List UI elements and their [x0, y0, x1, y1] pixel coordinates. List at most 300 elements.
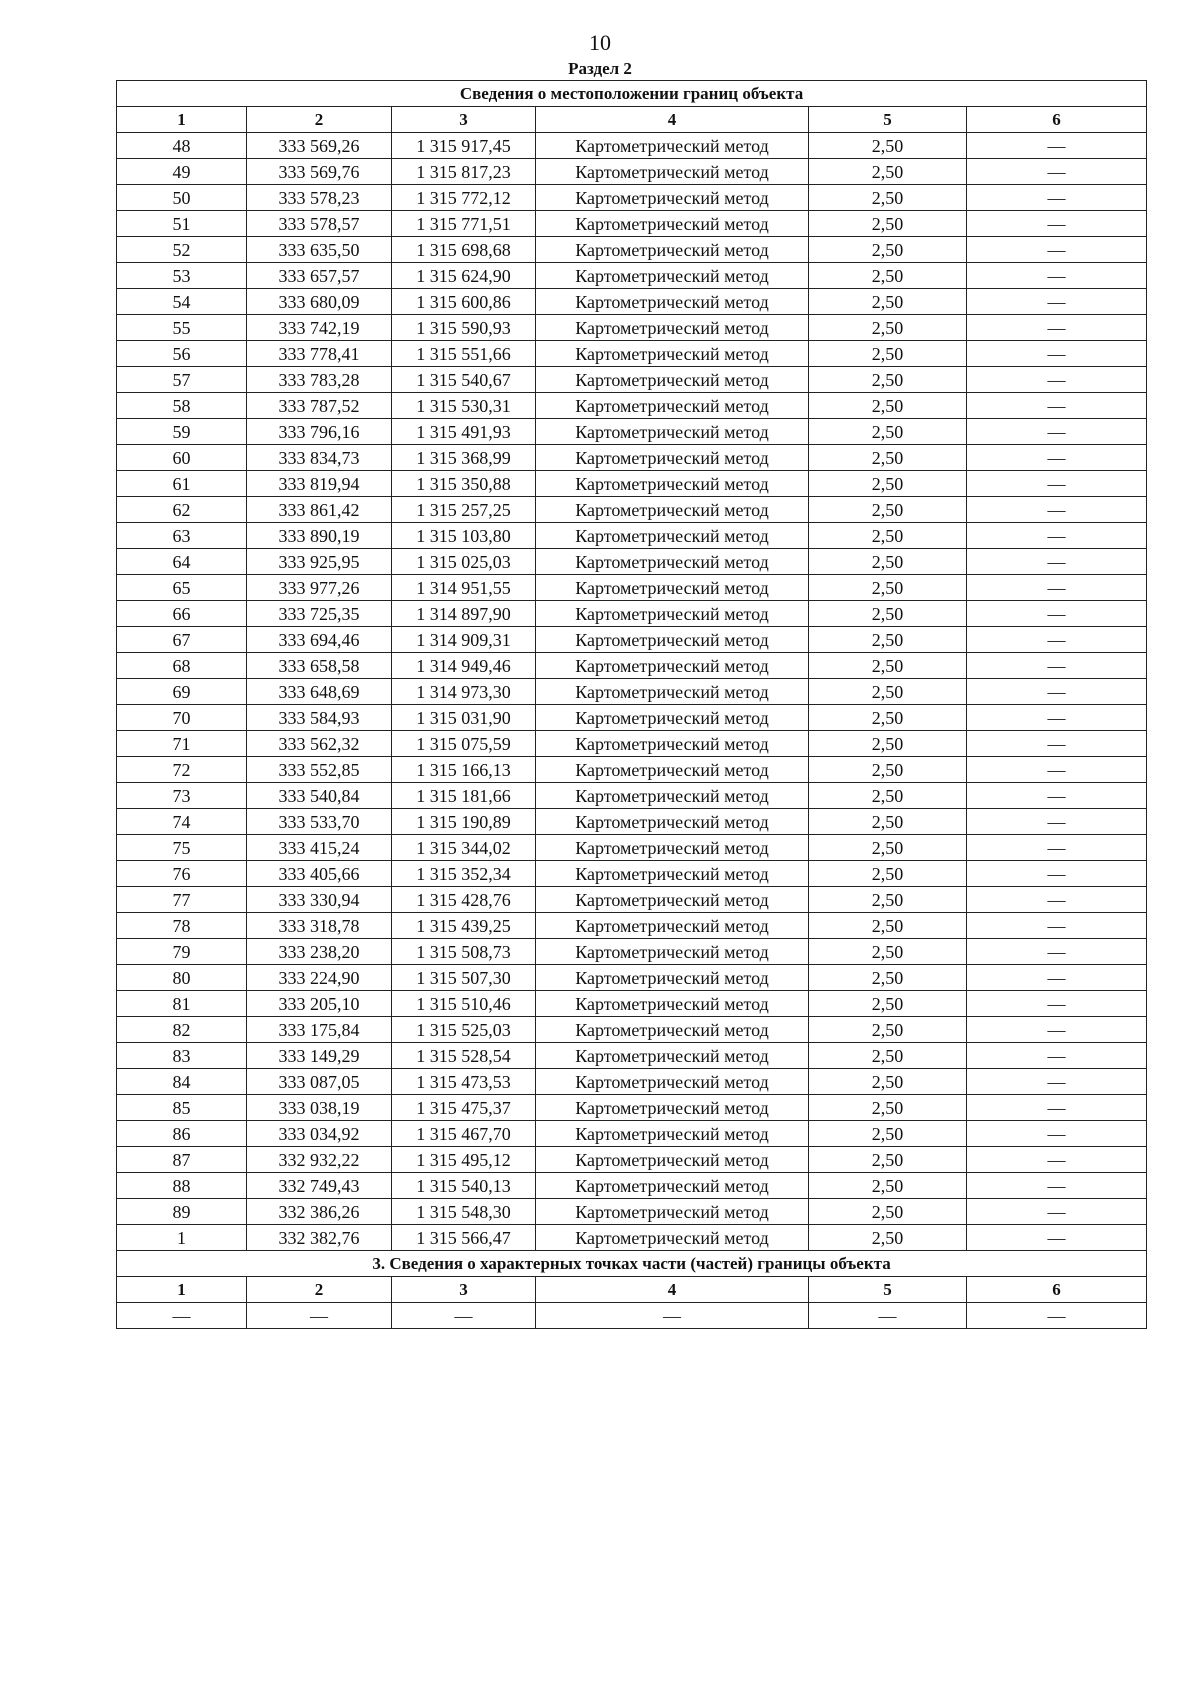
- table-cell: 1 315 257,25: [392, 497, 536, 523]
- table-cell: 333 569,26: [247, 133, 392, 159]
- table-cell: —: [967, 263, 1147, 289]
- table-cell: 332 932,22: [247, 1147, 392, 1173]
- table-cell: 59: [117, 419, 247, 445]
- table-cell: 333 149,29: [247, 1043, 392, 1069]
- table-row: [117, 523, 1147, 549]
- table-cell: 2,50: [809, 1043, 967, 1069]
- table-cell: 2,50: [809, 263, 967, 289]
- table-cell: —: [967, 601, 1147, 627]
- column-header: 2: [247, 107, 392, 133]
- table-cell: Картометрический метод: [536, 1017, 809, 1043]
- table-cell: Картометрический метод: [536, 861, 809, 887]
- table-cell: 333 578,23: [247, 185, 392, 211]
- column-header: 6: [967, 1277, 1147, 1303]
- table-cell: 2,50: [809, 185, 967, 211]
- table-cell: Картометрический метод: [536, 731, 809, 757]
- table-cell: Картометрический метод: [536, 159, 809, 185]
- table-cell: 333 778,41: [247, 341, 392, 367]
- table-cell: 333 034,92: [247, 1121, 392, 1147]
- table-cell: Картометрический метод: [536, 939, 809, 965]
- table-row: [117, 939, 1147, 965]
- table-row: [117, 263, 1147, 289]
- table-row: [117, 1069, 1147, 1095]
- table-cell: 333 238,20: [247, 939, 392, 965]
- table-cell: Картометрический метод: [536, 757, 809, 783]
- table-cell: 1 315 510,46: [392, 991, 536, 1017]
- table-cell: 333 680,09: [247, 289, 392, 315]
- column-header: 4: [536, 1277, 809, 1303]
- table-cell: 1 315 467,70: [392, 1121, 536, 1147]
- table-row: [117, 159, 1147, 185]
- table-cell: 1 315 917,45: [392, 133, 536, 159]
- table-cell: 333 578,57: [247, 211, 392, 237]
- table-cell: 2,50: [809, 523, 967, 549]
- table-cell: 2,50: [809, 1225, 967, 1251]
- table-cell: 2,50: [809, 783, 967, 809]
- table-cell: —: [967, 289, 1147, 315]
- table-cell: 71: [117, 731, 247, 757]
- table-cell: —: [967, 419, 1147, 445]
- table-cell: Картометрический метод: [536, 783, 809, 809]
- table-cell: —: [967, 549, 1147, 575]
- table-cell: Картометрический метод: [536, 991, 809, 1017]
- table-cell: 2,50: [809, 133, 967, 159]
- table-cell: —: [967, 1225, 1147, 1251]
- table-row: [117, 835, 1147, 861]
- table-cell: 333 861,42: [247, 497, 392, 523]
- page-number: 10: [589, 30, 611, 55]
- table-cell: 48: [117, 133, 247, 159]
- table-cell: Картометрический метод: [536, 887, 809, 913]
- table-row: [117, 913, 1147, 939]
- table-cell: 333 540,84: [247, 783, 392, 809]
- table-cell: —: [536, 1303, 809, 1329]
- table-row: [117, 497, 1147, 523]
- table-cell: 333 205,10: [247, 991, 392, 1017]
- table-cell: 1 315 698,68: [392, 237, 536, 263]
- table-cell: 2,50: [809, 341, 967, 367]
- table-cell: —: [247, 1303, 392, 1329]
- table-cell: 50: [117, 185, 247, 211]
- table-cell: Картометрический метод: [536, 445, 809, 471]
- table-cell: 65: [117, 575, 247, 601]
- table-cell: 333 796,16: [247, 419, 392, 445]
- table-cell: Картометрический метод: [536, 913, 809, 939]
- table-cell: 75: [117, 835, 247, 861]
- table-cell: 1 315 566,47: [392, 1225, 536, 1251]
- table-cell: Картометрический метод: [536, 289, 809, 315]
- table-cell: —: [967, 1199, 1147, 1225]
- table-cell: 2,50: [809, 679, 967, 705]
- table-row: [117, 1199, 1147, 1225]
- table-cell: 2,50: [809, 289, 967, 315]
- table-cell: 1 315 540,67: [392, 367, 536, 393]
- table-cell: Картометрический метод: [536, 679, 809, 705]
- column-header: 2: [247, 1277, 392, 1303]
- table-cell: —: [967, 237, 1147, 263]
- table-cell: —: [967, 445, 1147, 471]
- table-row: [117, 315, 1147, 341]
- table-cell: 52: [117, 237, 247, 263]
- table-cell: —: [967, 341, 1147, 367]
- table-row: [117, 1121, 1147, 1147]
- table-row: [117, 783, 1147, 809]
- table-cell: —: [967, 965, 1147, 991]
- table-cell: 333 533,70: [247, 809, 392, 835]
- table-cell: —: [392, 1303, 536, 1329]
- table-cell: 333 834,73: [247, 445, 392, 471]
- table-cell: —: [967, 939, 1147, 965]
- table-cell: 333 175,84: [247, 1017, 392, 1043]
- table-cell: 58: [117, 393, 247, 419]
- table-cell: —: [967, 575, 1147, 601]
- table-cell: —: [967, 679, 1147, 705]
- table-cell: Картометрический метод: [536, 341, 809, 367]
- table-cell: 333 318,78: [247, 913, 392, 939]
- table-row: [117, 549, 1147, 575]
- table-cell: 333 742,19: [247, 315, 392, 341]
- table-cell: 1 315 166,13: [392, 757, 536, 783]
- table-cell: 79: [117, 939, 247, 965]
- column-header: 3: [392, 107, 536, 133]
- table-cell: 2,50: [809, 1121, 967, 1147]
- table-cell: 62: [117, 497, 247, 523]
- table-cell: —: [967, 1147, 1147, 1173]
- table-cell: 1 315 439,25: [392, 913, 536, 939]
- table-cell: —: [967, 653, 1147, 679]
- table-cell: 1 315 103,80: [392, 523, 536, 549]
- table-row: [117, 367, 1147, 393]
- table-row: [117, 965, 1147, 991]
- table-cell: 1 315 491,93: [392, 419, 536, 445]
- table-cell: 2,50: [809, 653, 967, 679]
- table-cell: —: [967, 627, 1147, 653]
- table-cell: 2,50: [809, 471, 967, 497]
- table-cell: 333 562,32: [247, 731, 392, 757]
- table-cell: 2,50: [809, 1147, 967, 1173]
- table-cell: 2,50: [809, 159, 967, 185]
- table-cell: 2,50: [809, 835, 967, 861]
- table-cell: 78: [117, 913, 247, 939]
- table-cell: 84: [117, 1069, 247, 1095]
- table-cell: 67: [117, 627, 247, 653]
- column-header-row: [117, 1277, 1147, 1303]
- table-cell: 1 315 548,30: [392, 1199, 536, 1225]
- table-cell: 2,50: [809, 705, 967, 731]
- table-cell: 54: [117, 289, 247, 315]
- table-cell: 2,50: [809, 731, 967, 757]
- table-cell: —: [967, 211, 1147, 237]
- table-cell: 1 314 897,90: [392, 601, 536, 627]
- table-cell: 80: [117, 965, 247, 991]
- table-cell: 333 657,57: [247, 263, 392, 289]
- table-cell: 1 315 190,89: [392, 809, 536, 835]
- table-cell: 2,50: [809, 1173, 967, 1199]
- table-cell: 2,50: [809, 367, 967, 393]
- column-header: 5: [809, 107, 967, 133]
- table-cell: 83: [117, 1043, 247, 1069]
- table-cell: 1 315 350,88: [392, 471, 536, 497]
- table-cell: 1: [117, 1225, 247, 1251]
- table-cell: Картометрический метод: [536, 601, 809, 627]
- table-cell: 1 315 025,03: [392, 549, 536, 575]
- table-cell: 2,50: [809, 211, 967, 237]
- column-header: 3: [392, 1277, 536, 1303]
- table-cell: 55: [117, 315, 247, 341]
- table-cell: Картометрический метод: [536, 627, 809, 653]
- table-cell: —: [967, 783, 1147, 809]
- table-cell: 61: [117, 471, 247, 497]
- table-cell: 1 315 817,23: [392, 159, 536, 185]
- table-row: [117, 1017, 1147, 1043]
- table-cell: Картометрический метод: [536, 263, 809, 289]
- table-cell: 333 038,19: [247, 1095, 392, 1121]
- table-cell: 333 415,24: [247, 835, 392, 861]
- table-cell: 333 552,85: [247, 757, 392, 783]
- table-cell: 77: [117, 887, 247, 913]
- table-row: [117, 731, 1147, 757]
- table-cell: —: [967, 705, 1147, 731]
- table-cell: 2,50: [809, 1017, 967, 1043]
- table-row: [117, 991, 1147, 1017]
- table-cell: —: [967, 991, 1147, 1017]
- table-cell: 2,50: [809, 965, 967, 991]
- table-cell: Картометрический метод: [536, 133, 809, 159]
- table-cell: —: [967, 835, 1147, 861]
- table-row: [117, 809, 1147, 835]
- table-cell: —: [967, 1121, 1147, 1147]
- table-cell: —: [967, 393, 1147, 419]
- table-cell: 2,50: [809, 809, 967, 835]
- table-row: [117, 393, 1147, 419]
- table-row: [117, 471, 1147, 497]
- table-cell: 85: [117, 1095, 247, 1121]
- table-cell: 2,50: [809, 445, 967, 471]
- table-row: [117, 575, 1147, 601]
- table-cell: —: [809, 1303, 967, 1329]
- table-cell: 56: [117, 341, 247, 367]
- table-cell: Картометрический метод: [536, 809, 809, 835]
- table-cell: 57: [117, 367, 247, 393]
- table-row: [117, 1225, 1147, 1251]
- table-cell: Картометрический метод: [536, 653, 809, 679]
- column-header: 1: [117, 1277, 247, 1303]
- table-cell: Картометрический метод: [536, 211, 809, 237]
- table-cell: —: [967, 1095, 1147, 1121]
- table-cell: Картометрический метод: [536, 419, 809, 445]
- table-cell: 2,50: [809, 757, 967, 783]
- table-cell: Картометрический метод: [536, 237, 809, 263]
- table-row: [117, 1095, 1147, 1121]
- table-row: [117, 757, 1147, 783]
- table-cell: 2,50: [809, 549, 967, 575]
- table-cell: 1 315 368,99: [392, 445, 536, 471]
- column-header-row: [117, 107, 1147, 133]
- table-cell: 89: [117, 1199, 247, 1225]
- table-cell: Картометрический метод: [536, 523, 809, 549]
- table-cell: 72: [117, 757, 247, 783]
- table-cell: 333 584,93: [247, 705, 392, 731]
- table-row: [117, 289, 1147, 315]
- table-cell: 60: [117, 445, 247, 471]
- table-title-row: [117, 1251, 1147, 1277]
- table-row: [117, 237, 1147, 263]
- table-cell: 333 977,26: [247, 575, 392, 601]
- table-cell: —: [967, 757, 1147, 783]
- table-title-row: [117, 81, 1147, 107]
- table-row: [117, 445, 1147, 471]
- table-cell: 81: [117, 991, 247, 1017]
- table-cell: 333 405,66: [247, 861, 392, 887]
- table-cell: 2,50: [809, 1095, 967, 1121]
- table-cell: 2,50: [809, 887, 967, 913]
- table-cell: 2,50: [809, 627, 967, 653]
- table-row: [117, 653, 1147, 679]
- table-cell: 2,50: [809, 393, 967, 419]
- table-cell: 2,50: [809, 315, 967, 341]
- table-cell: Картометрический метод: [536, 1121, 809, 1147]
- table-cell: 333 635,50: [247, 237, 392, 263]
- table-cell: —: [967, 1069, 1147, 1095]
- table-cell: 82: [117, 1017, 247, 1043]
- table-cell: 2,50: [809, 913, 967, 939]
- table-cell: 76: [117, 861, 247, 887]
- table-cell: —: [967, 133, 1147, 159]
- table-cell: 333 330,94: [247, 887, 392, 913]
- table-cell: 332 382,76: [247, 1225, 392, 1251]
- table-cell: Картометрический метод: [536, 315, 809, 341]
- table-cell: —: [967, 861, 1147, 887]
- table-cell: 1 315 507,30: [392, 965, 536, 991]
- table-cell: 333 819,94: [247, 471, 392, 497]
- table-row: [117, 185, 1147, 211]
- table-cell: 333 658,58: [247, 653, 392, 679]
- table-cell: 1 315 771,51: [392, 211, 536, 237]
- table-cell: Картометрический метод: [536, 965, 809, 991]
- table-cell: 1 315 344,02: [392, 835, 536, 861]
- table-cell: 333 890,19: [247, 523, 392, 549]
- table-cell: 49: [117, 159, 247, 185]
- table-cell: 87: [117, 1147, 247, 1173]
- table-cell: 2,50: [809, 419, 967, 445]
- table-cell: 63: [117, 523, 247, 549]
- table-cell: 333 925,95: [247, 549, 392, 575]
- table-cell: 333 648,69: [247, 679, 392, 705]
- table-cell: 1 315 525,03: [392, 1017, 536, 1043]
- table-cell: 73: [117, 783, 247, 809]
- table-row: [117, 627, 1147, 653]
- table-cell: 70: [117, 705, 247, 731]
- table-cell: 86: [117, 1121, 247, 1147]
- table-cell: Картометрический метод: [536, 1225, 809, 1251]
- table-cell: 1 315 772,12: [392, 185, 536, 211]
- table-cell: Картометрический метод: [536, 497, 809, 523]
- table-cell: 333 087,05: [247, 1069, 392, 1095]
- table-cell: —: [967, 913, 1147, 939]
- table-cell: 1 315 473,53: [392, 1069, 536, 1095]
- table-cell: 1 315 181,66: [392, 783, 536, 809]
- table-cell: Картометрический метод: [536, 575, 809, 601]
- table-cell: 64: [117, 549, 247, 575]
- column-header: 5: [809, 1277, 967, 1303]
- table-cell: Картометрический метод: [536, 471, 809, 497]
- table-cell: 1 315 540,13: [392, 1173, 536, 1199]
- table-cell: —: [967, 315, 1147, 341]
- table-row: [117, 705, 1147, 731]
- table-cell: —: [967, 809, 1147, 835]
- table-cell: 2,50: [809, 991, 967, 1017]
- table-cell: Картометрический метод: [536, 1199, 809, 1225]
- table-cell: 1 315 530,31: [392, 393, 536, 419]
- table-cell: —: [967, 367, 1147, 393]
- table-cell: 1 315 428,76: [392, 887, 536, 913]
- table-cell: Картометрический метод: [536, 185, 809, 211]
- table-cell: 333 569,76: [247, 159, 392, 185]
- table-cell: Картометрический метод: [536, 1069, 809, 1095]
- table-cell: Картометрический метод: [536, 393, 809, 419]
- table-cell: —: [117, 1303, 247, 1329]
- table-cell: —: [967, 497, 1147, 523]
- table-row: [117, 861, 1147, 887]
- table-cell: 1 315 495,12: [392, 1147, 536, 1173]
- table-cell: 1 315 551,66: [392, 341, 536, 367]
- table-row: [117, 133, 1147, 159]
- table-cell: —: [967, 471, 1147, 497]
- table-cell: 2,50: [809, 939, 967, 965]
- table-cell: 1 315 624,90: [392, 263, 536, 289]
- table-cell: 1 315 475,37: [392, 1095, 536, 1121]
- table-title: Сведения о местоположении границ объекта: [117, 81, 1147, 107]
- table-row: [117, 679, 1147, 705]
- table-cell: —: [967, 159, 1147, 185]
- table-cell: 2,50: [809, 1069, 967, 1095]
- table-cell: —: [967, 1017, 1147, 1043]
- table-cell: 51: [117, 211, 247, 237]
- table-cell: —: [967, 731, 1147, 757]
- table-cell: 333 783,28: [247, 367, 392, 393]
- table-cell: 1 315 508,73: [392, 939, 536, 965]
- table-cell: —: [967, 1303, 1147, 1329]
- column-header: 1: [117, 107, 247, 133]
- table-cell: —: [967, 887, 1147, 913]
- table-cell: Картометрический метод: [536, 1043, 809, 1069]
- table-cell: Картометрический метод: [536, 1173, 809, 1199]
- table-cell: Картометрический метод: [536, 835, 809, 861]
- table-cell: 2,50: [809, 497, 967, 523]
- table-cell: Картометрический метод: [536, 549, 809, 575]
- table-cell: 1 315 075,59: [392, 731, 536, 757]
- table-cell: Картометрический метод: [536, 705, 809, 731]
- table-cell: 333 694,46: [247, 627, 392, 653]
- table-cell: —: [967, 185, 1147, 211]
- table-cell: 1 315 590,93: [392, 315, 536, 341]
- table-cell: Картометрический метод: [536, 367, 809, 393]
- table-cell: 333 787,52: [247, 393, 392, 419]
- table-cell: 74: [117, 809, 247, 835]
- table-row: [117, 341, 1147, 367]
- table-cell: Картометрический метод: [536, 1095, 809, 1121]
- table-cell: 1 314 951,55: [392, 575, 536, 601]
- table-cell: 1 315 600,86: [392, 289, 536, 315]
- table-cell: 332 749,43: [247, 1173, 392, 1199]
- section-title: Раздел 2: [568, 59, 632, 78]
- table-cell: 69: [117, 679, 247, 705]
- table-cell: 1 315 528,54: [392, 1043, 536, 1069]
- table-row: [117, 1147, 1147, 1173]
- table-cell: —: [967, 1043, 1147, 1069]
- boundary-table: [116, 80, 1147, 1329]
- table-cell: —: [967, 1173, 1147, 1199]
